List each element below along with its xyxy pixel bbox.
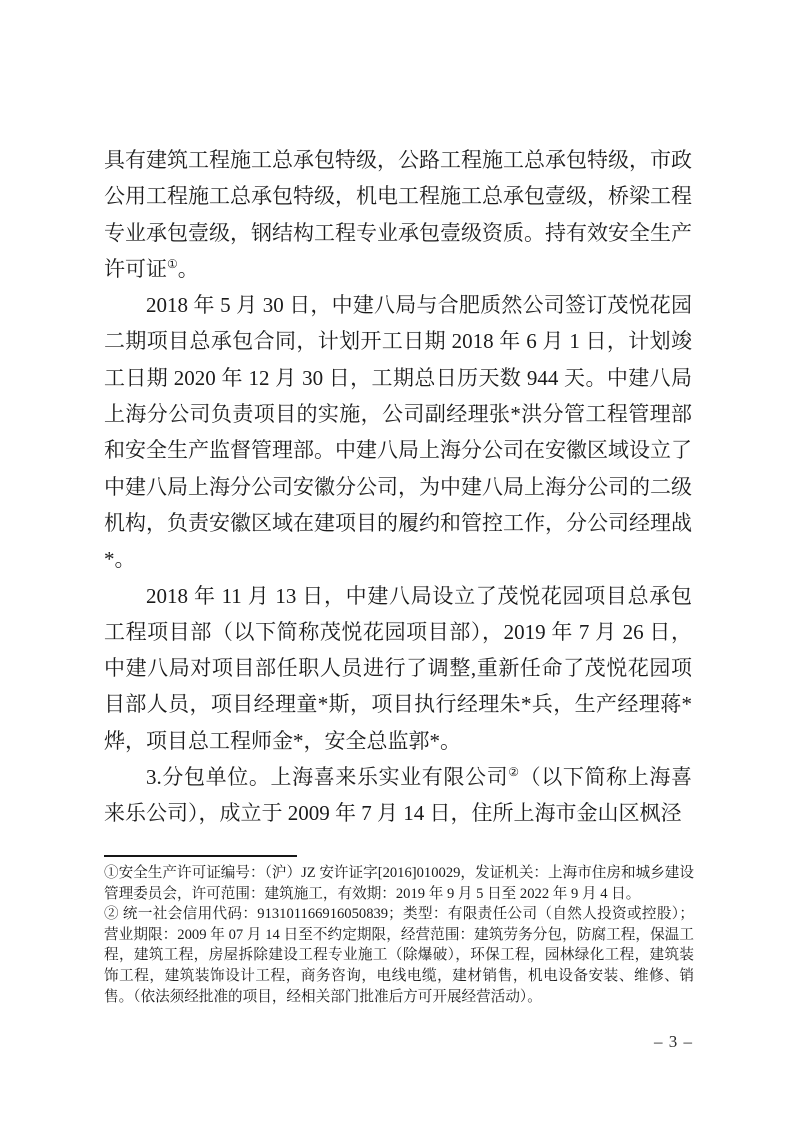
paragraph-project-dept: [104, 578, 692, 759]
footnote-separator: [104, 855, 297, 857]
footnote-ref-2: ②: [508, 765, 520, 780]
paragraph-contract-text: 2018 年 5 月 30 日，中建八局与合肥质然公司签订茂悦花园二期项目总承包合同，计划开工日期 2018 年 6 月 1 日，计划竣工日期 2020 年 12 月 30 日，工期总日历天数 944 天。中建八局上海分公司负责项目的实施，公司副经理张*洪分管工程管理部和安全生产监督管理部。中建八局上海分公司在安徽区域设立了中建八局上海分公司安徽分公司，为中建八局上海分公司的二级机构，负责安徽区域在建项目的履约和管控工作，分公司经理战*。: [104, 293, 692, 572]
paragraph-qualifications-tail: 。: [177, 256, 199, 281]
paragraph-subcontractor: [104, 759, 692, 832]
paragraph-qualifications: [104, 142, 692, 287]
footnote-2: ② 统一社会信用代码：913101166916050839；类型：有限责任公司（自然人投资或控股）；营业期限：2009 年 07 月 14 日至不约定期限，经营范围：建筑劳务分包，防腐工程，保温工程，建筑工程，房屋拆除建设工程专业施工（除爆破），环保工程，园林绿化工程，建筑装饰工程，建筑装饰设计工程，商务咨询，电线电缆，建材销售，机电设备安装、维修、销售。（依法须经批准的项目，经相关部门批准后方可开展经营活动）。: [104, 906, 694, 1005]
page-number: – 3 –: [654, 1032, 693, 1051]
paragraph-contract: [104, 287, 692, 577]
paragraph-subcontractor-text: 3.分包单位。上海喜来乐实业有限公司: [146, 765, 509, 790]
paragraph-subcontractor-tail: （以下简称上海喜来乐公司），成立于 2009 年 7 月 14 日，住所上海市金山区枫泾: [104, 765, 693, 826]
footnote-ref-1: ①: [167, 256, 178, 271]
paragraph-project-dept-text: 2018 年 11 月 13 日，中建八局设立了茂悦花园项目总承包工程项目部（以下简称茂悦花园项目部），2019 年 7 月 26 日，中建八局对项目部任职人员进行了调整,重新任命了茂悦花园项目部人员，项目经理童*斯，项目执行经理朱*兵，生产经理蒋*烨，项目总工程师金*，安全总监郭*。: [104, 583, 692, 753]
document-body: [104, 142, 692, 832]
footnotes-section: [104, 855, 694, 1007]
paragraph-qualifications-text: 具有建筑工程施工总承包特级，公路工程施工总承包特级，市政公用工程施工总承包特级，机电工程施工总承包壹级，桥梁工程专业承包壹级，钢结构工程专业承包壹级资质。持有效安全生产许可证: [104, 148, 692, 281]
footnote-1: ①安全生产许可证编号：（沪）JZ 安许证字[2016]010029，发证机关：上海市住房和城乡建设管理委员会，许可范围：建筑施工，有效期：2019 年 9 月 5 日至 2022 年 9 月 4 日。: [104, 865, 694, 902]
